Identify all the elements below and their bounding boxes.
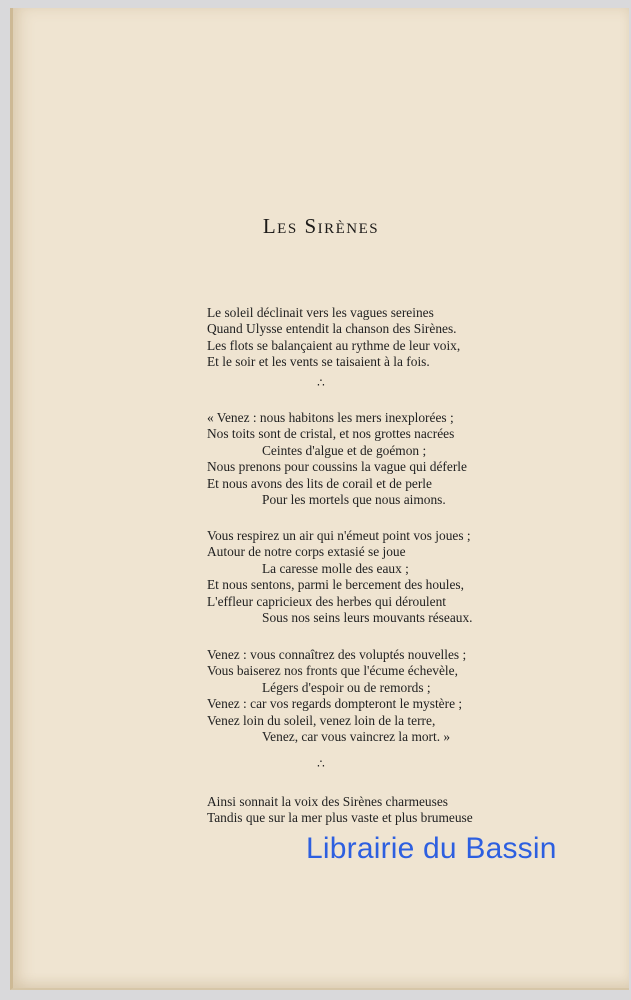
verse-line: Tandis que sur la mer plus vaste et plus brumeuse — [207, 810, 473, 826]
section-separator-1 — [13, 376, 629, 390]
verse-line: Et le soir et les vents se taisaient à la fois. — [207, 354, 430, 370]
verse-line: Nos toits sont de cristal, et nos grottes nacrées — [207, 426, 455, 442]
verse-line: Venez : vous connaîtrez des voluptés nouvelles ; — [207, 647, 467, 662]
verse-line: La caresse molle des eaux ; — [262, 560, 409, 576]
verse-line: Ainsi sonnait la voix des Sirènes charmeuses — [207, 794, 448, 809]
section-separator-2 — [13, 757, 629, 771]
stanza-2 — [207, 410, 547, 508]
verse-line: Vous respirez un air qui n'émeut point vos joues ; — [207, 528, 471, 543]
stanza-5 — [207, 794, 547, 827]
seller-watermark: Librairie du Bassin — [306, 832, 557, 865]
verse-line: Venez, car vous vaincrez la mort. » — [262, 729, 451, 745]
verse-line: Et nous sentons, parmi le bercement des houles, — [207, 577, 464, 593]
verse-line: Vous baiserez nos fronts que l'écume échevèle, — [207, 663, 458, 679]
verse-line: Légers d'espoir ou de remords ; — [262, 679, 431, 695]
verse-line: « Venez : nous habitons les mers inexplorées ; — [207, 410, 454, 425]
verse-line: Les flots se balançaient au rythme de leur voix, — [207, 337, 461, 353]
verse-line: Venez : car vos regards dompteront le mystère ; — [207, 696, 463, 712]
verse-line: Ceintes d'algue et de goémon ; — [262, 442, 427, 458]
stanza-1 — [207, 305, 547, 371]
verse-line: Et nous avons des lits de corail et de perle — [207, 475, 432, 491]
verse-line: Venez loin du soleil, venez loin de la terre, — [207, 712, 436, 728]
separator-glyph: ∴ — [317, 376, 325, 390]
verse-line: L'effleur capricieux des herbes qui déroulent — [207, 593, 447, 609]
separator-glyph: ∴ — [317, 757, 325, 771]
verse-line: Nous prenons pour coussins la vague qui déferle — [207, 459, 467, 475]
verse-line: Autour de notre corps extasié se joue — [207, 544, 406, 560]
poem-title: Les Sirènes — [262, 214, 380, 238]
stanza-4 — [207, 647, 547, 745]
verse-line: Sous nos seins leurs mouvants réseaux. — [262, 610, 473, 626]
verse-line: Pour les mortels que nous aimons. — [262, 492, 446, 508]
stanza-3 — [207, 528, 547, 626]
verse-line: Le soleil déclinait vers les vagues sereines — [207, 305, 434, 320]
verse-line: Quand Ulysse entendit la chanson des Sirènes. — [207, 321, 457, 337]
